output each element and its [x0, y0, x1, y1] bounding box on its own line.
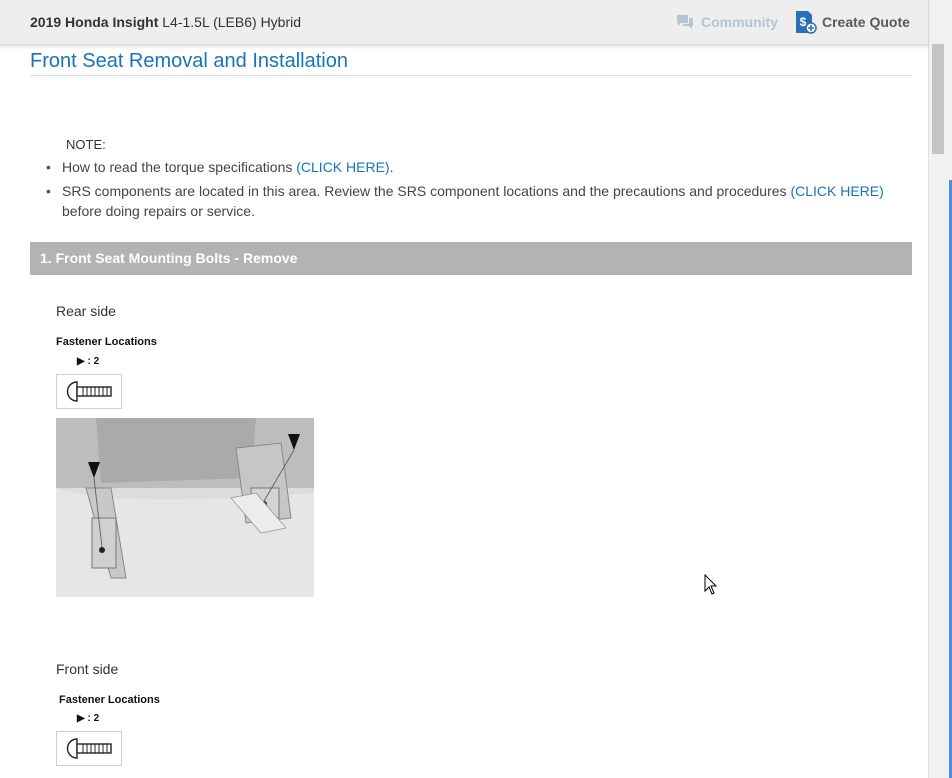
dollar-document-icon — [794, 10, 818, 34]
step-header[interactable]: 1. Front Seat Mounting Bolts - Remove — [30, 242, 912, 275]
scrollbar-thumb[interactable] — [932, 44, 944, 154]
bolt-icon-box — [56, 731, 122, 766]
community-label: Community — [701, 14, 778, 30]
create-quote-button[interactable] — [794, 10, 910, 34]
srs-locations-link[interactable]: (CLICK HERE) — [790, 183, 884, 199]
note-text: SRS components are located in this area. Review the SRS component locations and the precautions and procedures — [62, 183, 791, 199]
note-item — [46, 181, 906, 221]
note-text: How to read the torque specifications — [62, 159, 297, 175]
note-label: NOTE: — [66, 137, 106, 152]
fastener-quantity: ▶ : 2 — [77, 356, 100, 367]
torque-spec-link[interactable]: (CLICK HERE) — [296, 159, 390, 175]
rear-bolt-location-photo — [56, 418, 314, 597]
note-item — [46, 157, 906, 177]
top-bar — [0, 0, 928, 45]
note-text-end: . — [389, 159, 394, 175]
vehicle-name: 2019 Honda Insight — [30, 14, 159, 30]
bolt-icon — [57, 732, 121, 765]
mouse-cursor-icon — [704, 574, 718, 596]
vertical-scrollbar[interactable] — [928, 0, 952, 778]
fastener-locations-label: Fastener Locations — [56, 336, 157, 348]
note-list — [46, 157, 906, 225]
page-title: Front Seat Removal and Installation — [30, 50, 912, 76]
bolt-icon — [57, 375, 121, 408]
fastener-quantity: ▶ : 2 — [77, 713, 100, 724]
vehicle-engine: L4-1.5L (LEB6) Hybrid — [158, 14, 302, 30]
svg-text:$: $ — [799, 15, 807, 29]
community-button[interactable] — [676, 12, 778, 32]
create-quote-label: Create Quote — [822, 14, 910, 30]
rear-side-heading: Rear side — [56, 303, 116, 319]
bolt-icon-box — [56, 374, 122, 409]
note-text-end: before doing repairs or service. — [62, 203, 255, 219]
chat-bubbles-icon — [676, 14, 694, 30]
front-side-heading: Front side — [56, 661, 119, 677]
fastener-locations-label: Fastener Locations — [59, 694, 160, 706]
vehicle-title — [30, 14, 301, 30]
